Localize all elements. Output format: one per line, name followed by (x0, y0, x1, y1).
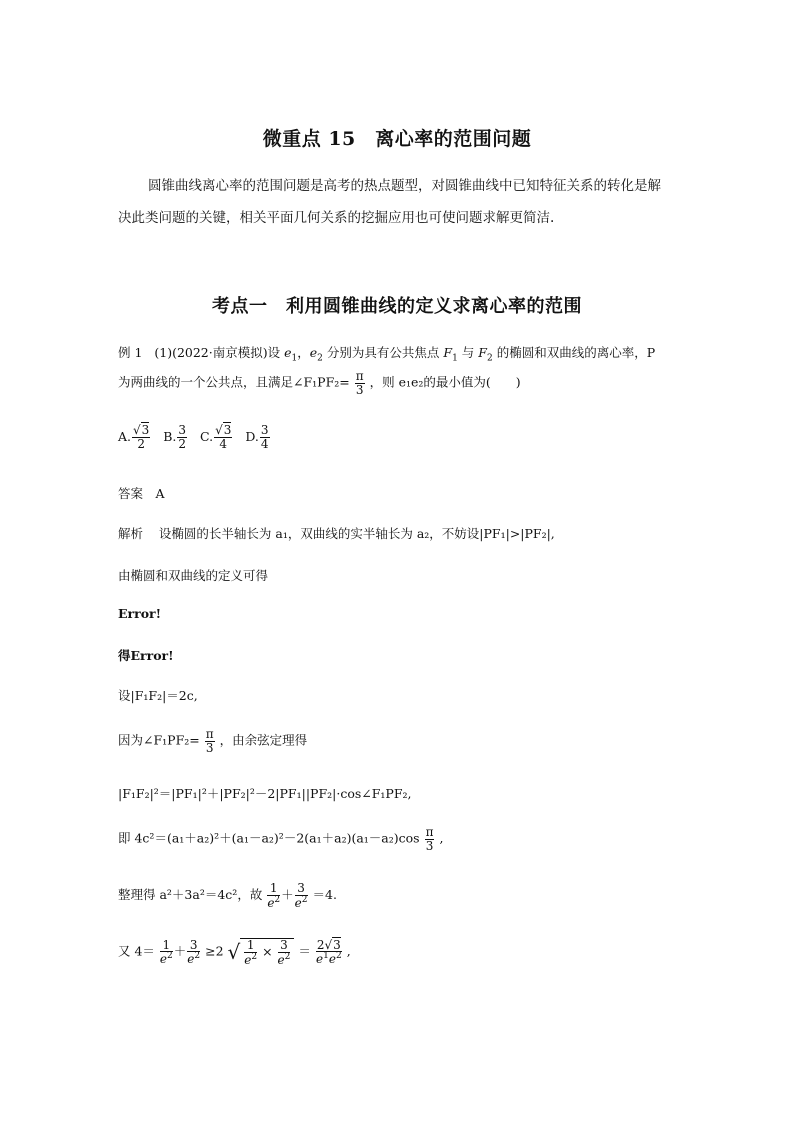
example-line-2a: 为两曲线的一个公共点，且满足∠F₁PF₂= (118, 374, 350, 390)
example-source: (1)(2022·南京模拟)设 (154, 345, 281, 360)
analysis-line-5: |F₁F₂|²＝|PF₁|²＋|PF₂|²－2|PF₁||PF₂|·cos∠F₁PF₂, (118, 786, 412, 801)
pi-over-3-fraction: $\frac{\pi}{3}$ (425, 825, 434, 853)
analysis-line-8: 又 4＝ $\frac{1}{e^2}$ ＋ $\frac{3}{e^2}$ ≥2 √ $\frac{1}{e^2}$ × $\frac{3}{e^2}$ ＝ $\frac{2√3}{e^1e^2}$ , (118, 937, 351, 967)
square-root: √ $\frac{1}{e^2}$ × $\frac{3}{e^2}$ (228, 938, 295, 966)
option-d: D. $\frac{3}{4}$ (245, 423, 269, 451)
analysis-label: 解析 (118, 526, 144, 541)
analysis-line-7: 整理得 a²＋3a²＝4c²，故 $\frac{1}{e^2}$ ＋ $\frac{3}{e^2}$ ＝4. (118, 881, 337, 910)
option-c: C. $\frac{√3}{4}$ (200, 423, 232, 451)
example-line-2b: ，则 e₁e₂的最小值为( ) (369, 374, 521, 390)
error-text-1: Error! (118, 606, 162, 621)
pi-over-3-fraction: $\frac{\pi}{3}$ (355, 369, 364, 397)
answer: 答案 A (118, 486, 165, 501)
example-line-2 (118, 370, 521, 396)
analysis-line-3: 设|F₁F₂|＝2c, (118, 688, 198, 703)
error-text-2: 得Error! (118, 648, 174, 663)
option-a: A. $\frac{√3}{2}$ (118, 423, 150, 451)
section-heading: 考点一 利用圆锥曲线的定义求离心率的范围 (212, 296, 582, 317)
analysis-line-2: 由椭圆和双曲线的定义可得 (118, 568, 269, 583)
intro-line-1: 圆锥曲线离心率的范围问题是高考的热点题型，对圆锥曲线中已知特征关系的转化是解 (148, 178, 661, 194)
page-title: 微重点 15 离心率的范围问题 (262, 128, 532, 150)
analysis-line-1: 解析 设椭圆的长半轴长为 a₁，双曲线的实半轴长为 a₂，不妨设|PF₁|>|PF₂|, (118, 526, 555, 541)
option-b: B. $\frac{3}{2}$ (163, 423, 187, 451)
analysis-line-6: 即 4c²＝(a₁＋a₂)²＋(a₁－a₂)²－2(a₁＋a₂)(a₁－a₂)cos $\frac{\pi}{3}$ , (118, 825, 444, 853)
example-label: 例 1 (118, 345, 143, 360)
analysis-line-4: 因为∠F₁PF₂= $\frac{\pi}{3}$ ，由余弦定理得 (118, 727, 308, 755)
options-row (118, 424, 271, 450)
example-line-1: 例 1 (1)(2022·南京模拟)设 $e_1$，$e_2$ 分别为具有公共焦点 $F_1$ 与 $F_2$ 的椭圆和双曲线的离心率，P (118, 345, 656, 364)
example-text-1: 分别为具有公共焦点 (326, 345, 440, 360)
intro-line-2: 决此类问题的关键，相关平面几何关系的挖掘应用也可使问题求解更简洁. (118, 210, 555, 226)
pi-over-3-fraction: $\frac{\pi}{3}$ (205, 727, 214, 755)
example-text-3: 的椭圆和双曲线的离心率，P (496, 345, 656, 360)
example-text-2: 与 (461, 345, 475, 360)
